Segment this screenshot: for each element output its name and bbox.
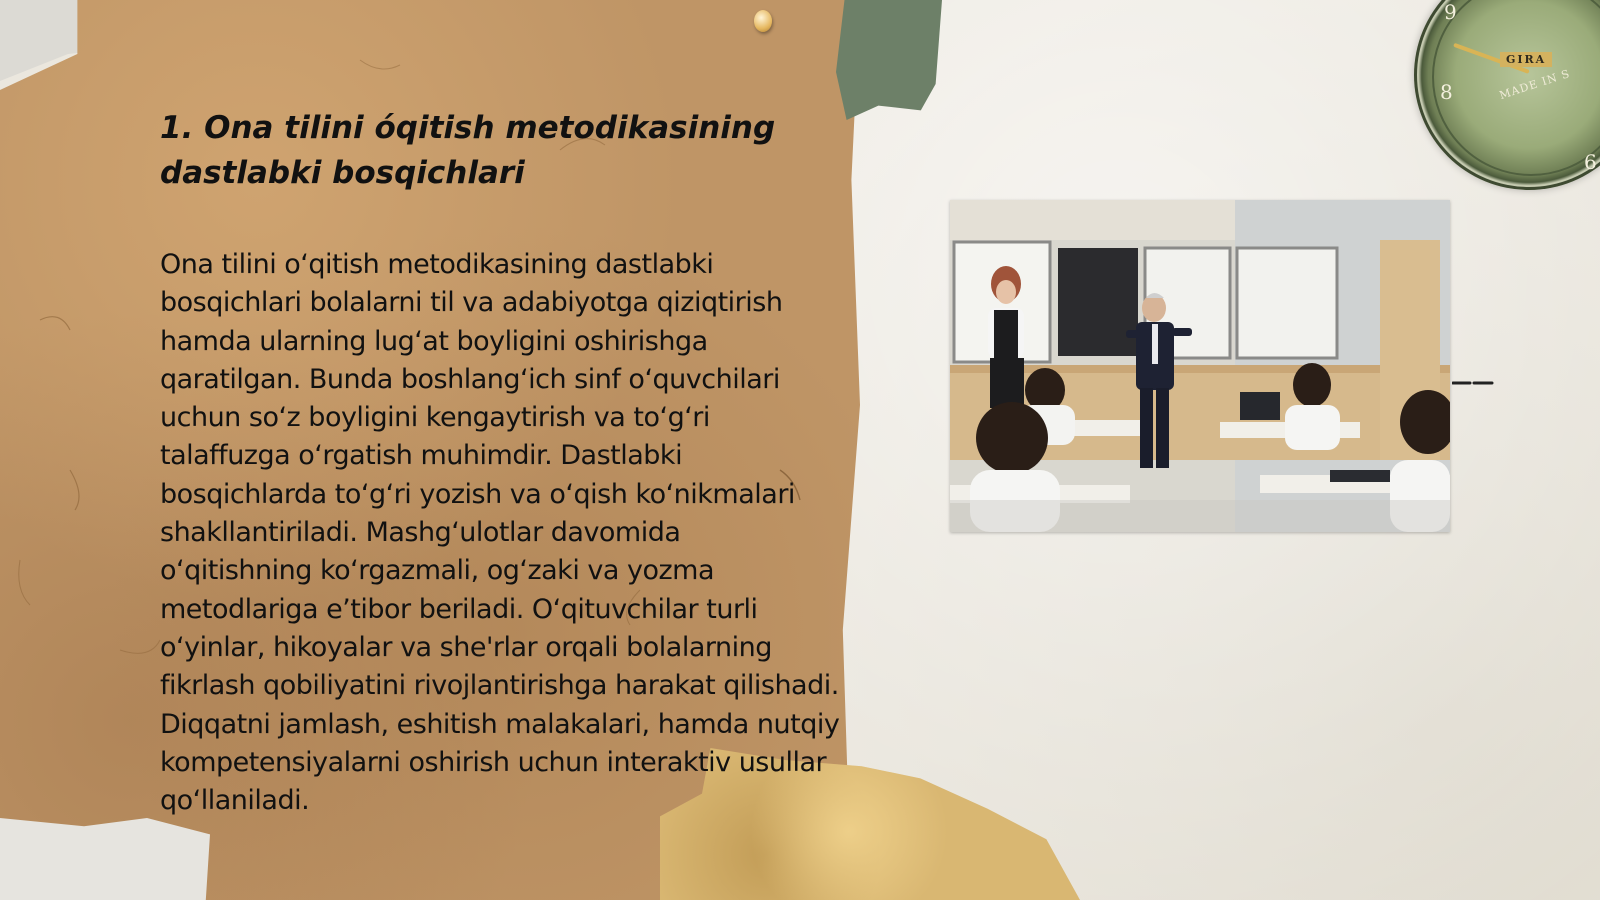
slide-body-text: Ona tilini o‘qitish metodikasining dastlabki bosqichlari bolalarni til va adabiyotga qiziqtirish hamda ularning lug‘at boyligini oshirishga qaratilgan. Bunda boshlang‘ich sinf o‘quvchilari uchun so‘z boyligini kengaytirish va to‘g‘ri talaffuzga o‘rgatish muhimdir. Dastlabki bosqichlarda to‘g‘ri yozish va o‘qish ko‘nikmalari shakllantiriladi. Mashg‘ulotlar davomida o‘qitishning ko‘rgazmali, og‘zaki va yozma metodlariga e’tibor beriladi. O‘qituvchilar turli o‘yinlar, hikoyalar va she'rlar orqali bolalarning fikrlash qobiliyatini rivojlantirishga harakat qilishadi. Diqqatni jamlash, eshitish malakalari, hamda nutqiy kompetensiyalarni oshirish uchun interaktiv usullar qo‘llaniladi. — [160, 249, 840, 817]
clock-number: 9 — [1444, 0, 1457, 24]
slide-title: 1. Ona tilini óqitish metodikasining dastlabki bosqichlari — [160, 110, 776, 191]
torn-paper-bottom-left — [0, 818, 210, 900]
clock-arc-text: MADE IN S — [1497, 66, 1572, 103]
classroom-photo — [950, 200, 1450, 532]
clock-number: 6 — [1584, 150, 1597, 174]
classroom-illustration — [950, 200, 1450, 532]
clock-number: 8 — [1440, 80, 1453, 104]
push-pin-icon — [754, 10, 772, 32]
clock-brand-label: GIRA — [1500, 52, 1552, 67]
